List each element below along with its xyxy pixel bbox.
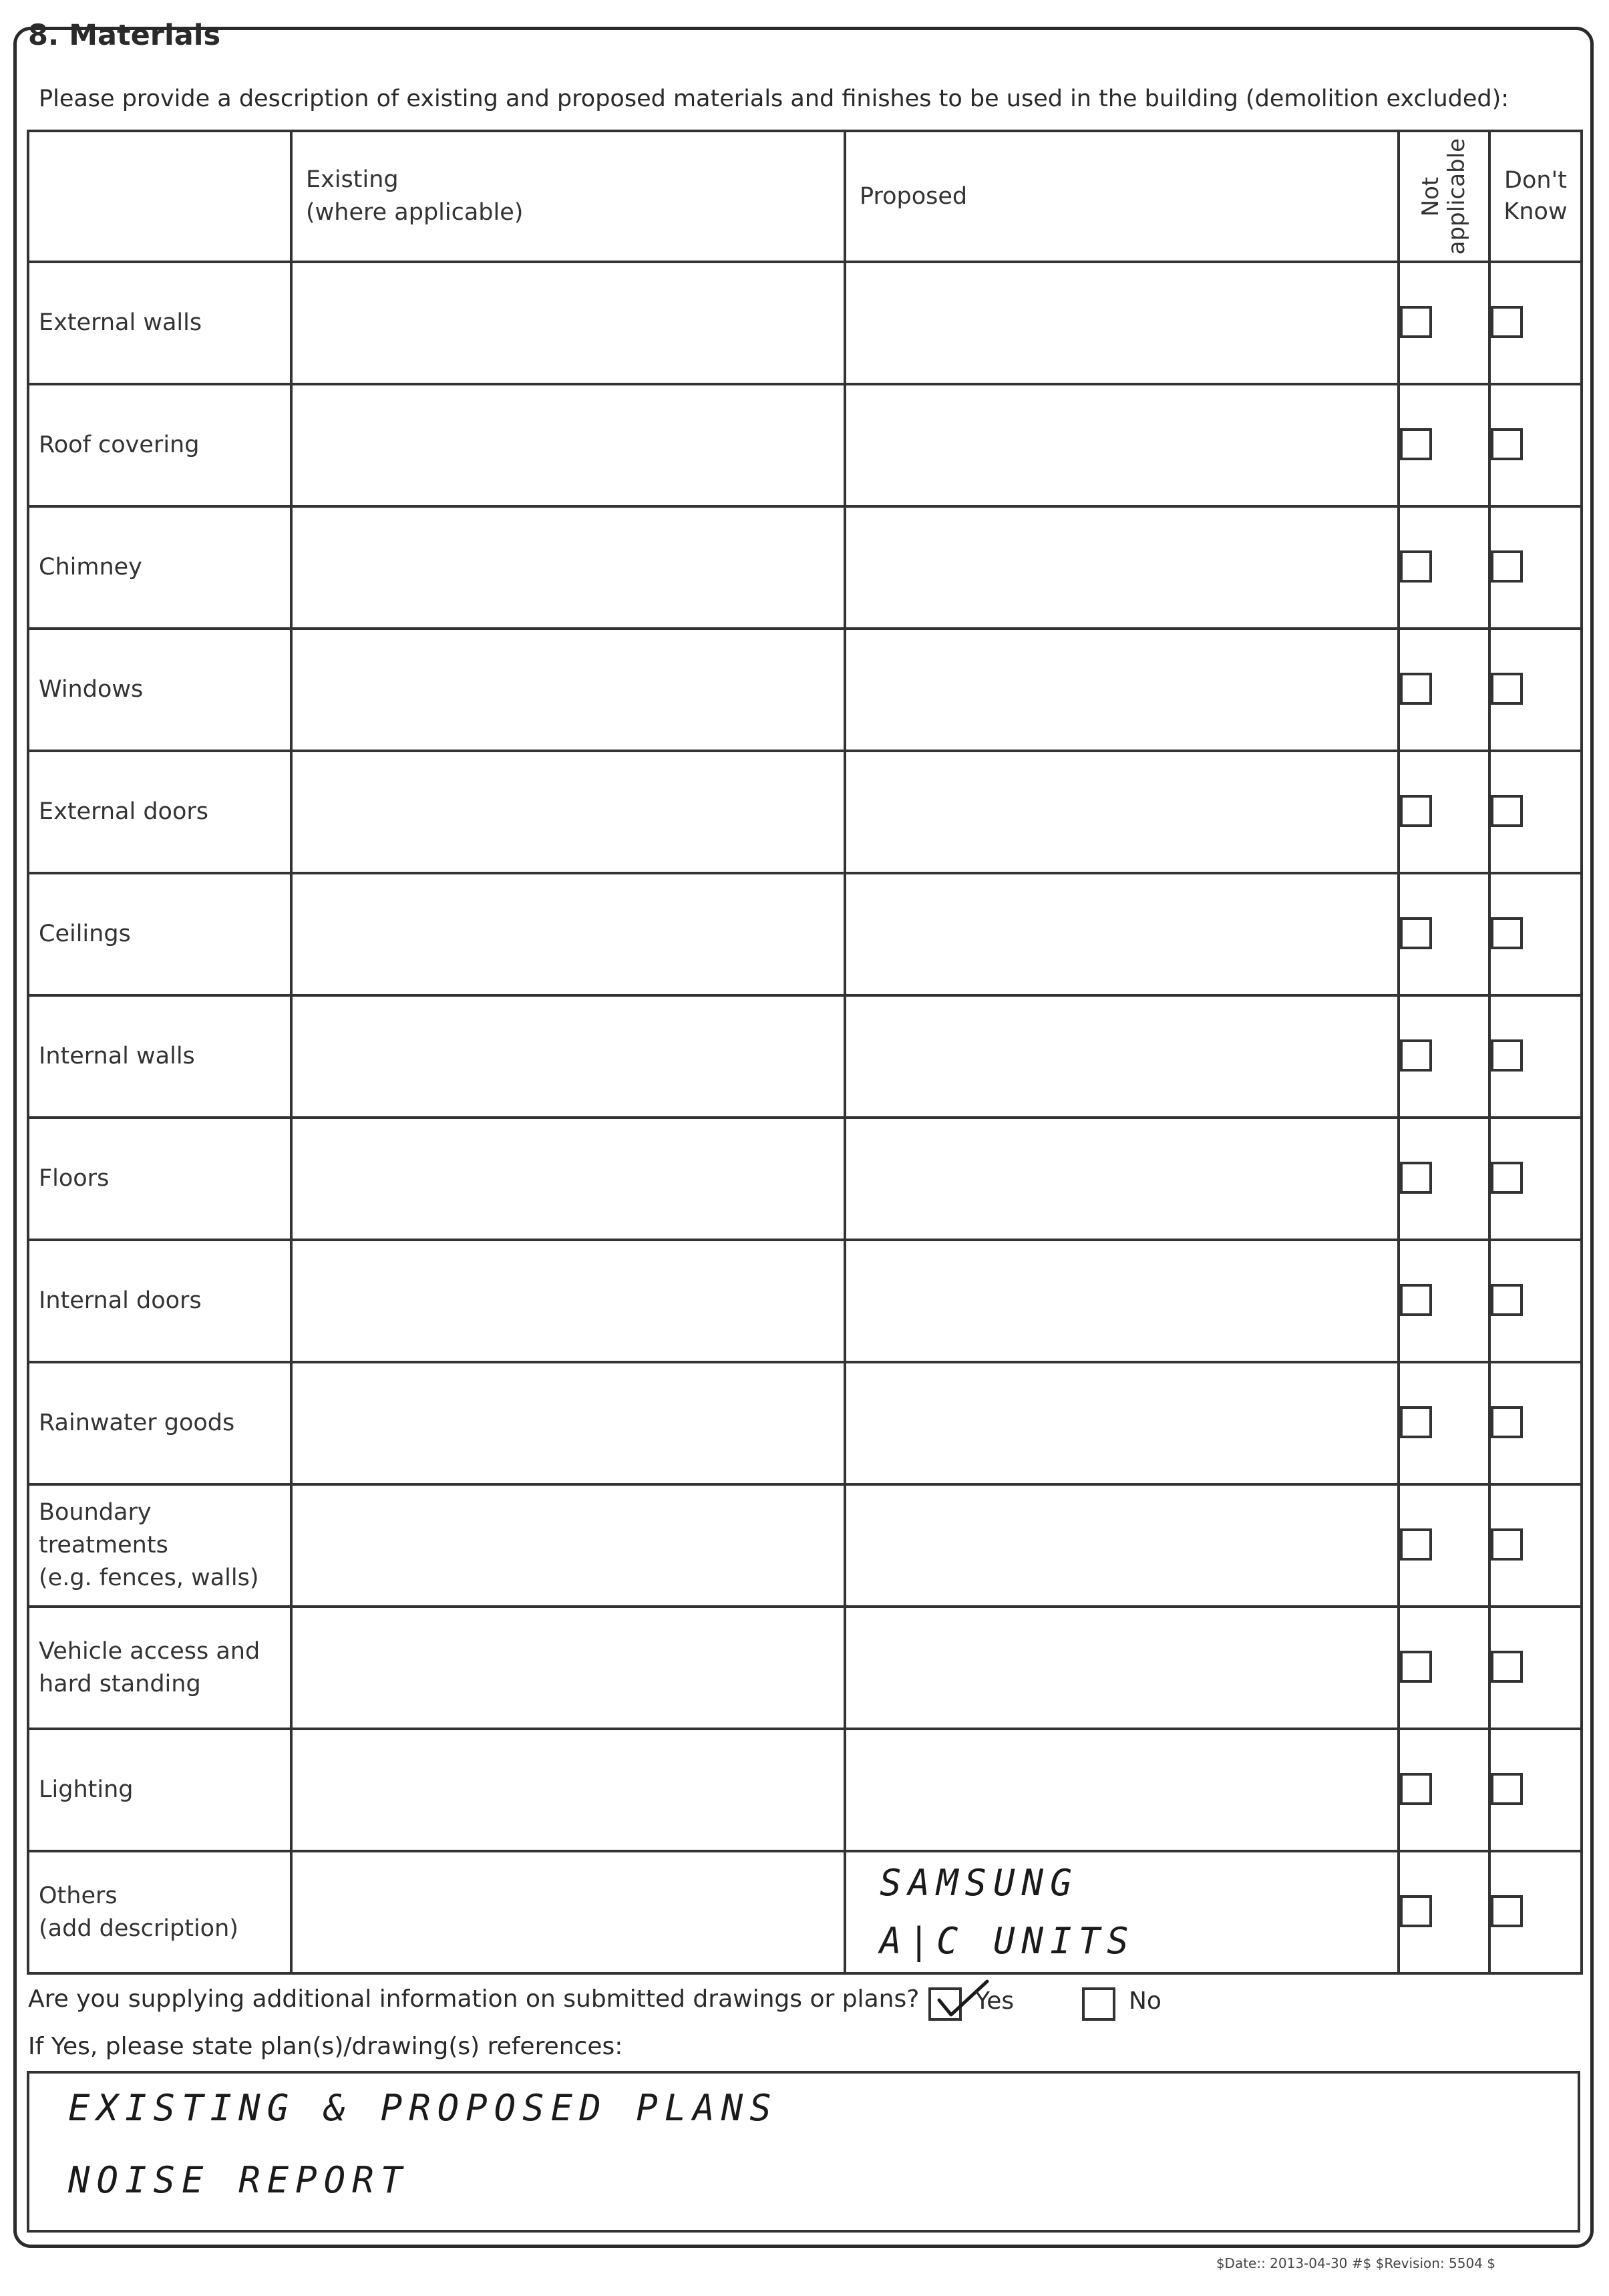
proposed-handwriting-line2: A|C UNITS: [880, 1919, 1135, 1962]
dont-know-checkbox-cell: [1489, 629, 1582, 751]
existing-input-cell[interactable]: [291, 1362, 845, 1484]
header-not-applicable: [1399, 131, 1489, 262]
not-applicable-checkbox[interactable]: [1400, 428, 1432, 460]
table-row: [28, 1240, 1582, 1362]
row-label-line2: (e.g. fences, walls): [39, 1565, 259, 1591]
row-label-line2: (add description): [39, 1915, 238, 1942]
row-label-cell: [28, 751, 291, 873]
row-label-line1: External doors: [39, 798, 209, 825]
not-applicable-checkbox-cell: [1399, 1607, 1489, 1729]
not-applicable-checkbox-cell: [1399, 1484, 1489, 1607]
dont-know-checkbox[interactable]: [1491, 1895, 1523, 1927]
dont-know-checkbox-cell: [1489, 384, 1582, 506]
proposed-handwriting-line1: SAMSUNG: [880, 1862, 1079, 1905]
row-label-cell: [28, 1607, 291, 1729]
not-applicable-checkbox-cell: [1399, 995, 1489, 1118]
not-applicable-checkbox-cell: [1399, 1851, 1489, 1973]
table-row: [28, 262, 1582, 384]
table-row: [28, 995, 1582, 1118]
not-applicable-checkbox-cell: [1399, 1729, 1489, 1851]
not-applicable-checkbox-cell: [1399, 1240, 1489, 1362]
row-label-cell: [28, 384, 291, 506]
row-label-cell: [28, 1362, 291, 1484]
dont-know-checkbox[interactable]: [1491, 1039, 1523, 1072]
proposed-input-cell[interactable]: [845, 873, 1399, 995]
row-label-line1: Windows: [39, 676, 144, 703]
header-not-applicable-line1: Not: [1417, 176, 1444, 216]
existing-input-cell[interactable]: [291, 262, 845, 384]
existing-input-cell[interactable]: [291, 1851, 845, 1973]
not-applicable-checkbox[interactable]: [1400, 1651, 1432, 1683]
not-applicable-checkbox[interactable]: [1400, 795, 1432, 827]
table-row: [28, 873, 1582, 995]
header-existing-line1: Existing: [306, 166, 399, 193]
proposed-input-cell[interactable]: [845, 995, 1399, 1118]
dont-know-checkbox[interactable]: [1491, 795, 1523, 827]
table-row: [28, 384, 1582, 506]
row-label-cell: [28, 262, 291, 384]
header-dont-know-line2: Know: [1503, 198, 1568, 225]
refs-input-box[interactable]: [27, 2071, 1580, 2233]
not-applicable-checkbox-cell: [1399, 506, 1489, 629]
existing-input-cell[interactable]: [291, 629, 845, 751]
dont-know-checkbox-cell: [1489, 1240, 1582, 1362]
existing-input-cell[interactable]: [291, 506, 845, 629]
not-applicable-checkbox[interactable]: [1400, 550, 1432, 583]
row-label-line1: Others: [39, 1882, 118, 1909]
dont-know-checkbox[interactable]: [1491, 1773, 1523, 1805]
header-dont-know-line1: Don't: [1504, 166, 1567, 194]
row-label-cell: [28, 506, 291, 629]
dont-know-checkbox-cell: [1489, 1118, 1582, 1240]
not-applicable-checkbox-cell: [1399, 262, 1489, 384]
not-applicable-checkbox[interactable]: [1400, 1406, 1432, 1438]
no-label: No: [1129, 1987, 1161, 2015]
dont-know-checkbox-cell: [1489, 1851, 1582, 1973]
existing-input-cell[interactable]: [291, 995, 845, 1118]
dont-know-checkbox[interactable]: [1491, 428, 1523, 460]
row-label-line1: Boundary treatments: [39, 1499, 168, 1559]
section-title: 8. Materials: [28, 19, 221, 52]
header-proposed-label: Proposed: [860, 182, 968, 210]
table-row: [28, 506, 1582, 629]
dont-know-checkbox-cell: [1489, 1607, 1582, 1729]
header-not-applicable-line2: applicable: [1443, 138, 1470, 255]
dont-know-checkbox-cell: [1489, 1362, 1582, 1484]
proposed-input-cell[interactable]: [845, 1362, 1399, 1484]
row-label-cell: [28, 873, 291, 995]
dont-know-checkbox-cell: [1489, 1729, 1582, 1851]
dont-know-checkbox[interactable]: [1491, 1651, 1523, 1683]
row-label-line1: Internal walls: [39, 1043, 195, 1070]
dont-know-checkbox[interactable]: [1491, 550, 1523, 583]
row-label-line1: External walls: [39, 309, 202, 336]
existing-input-cell[interactable]: [291, 873, 845, 995]
row-label-cell: [28, 1851, 291, 1973]
proposed-input-cell[interactable]: [845, 629, 1399, 751]
dont-know-checkbox[interactable]: [1491, 306, 1523, 338]
existing-input-cell[interactable]: [291, 751, 845, 873]
row-label-cell: [28, 995, 291, 1118]
row-label-cell: [28, 1484, 291, 1607]
existing-input-cell[interactable]: [291, 1240, 845, 1362]
dont-know-checkbox-cell: [1489, 262, 1582, 384]
row-label-line1: Vehicle access and: [39, 1637, 260, 1665]
table-row: [28, 1362, 1582, 1484]
proposed-input-cell[interactable]: [845, 1484, 1399, 1607]
row-label-line2: hard standing: [39, 1670, 201, 1697]
refs-line-2: NOISE REPORT: [68, 2159, 409, 2201]
existing-input-cell[interactable]: [291, 1484, 845, 1607]
no-checkbox[interactable]: [1082, 1987, 1115, 2021]
not-applicable-checkbox[interactable]: [1400, 1773, 1432, 1805]
proposed-input-cell[interactable]: [845, 384, 1399, 506]
revision-footer: $Date:: 2013-04-30 #$ $Revision: 5504 $: [1216, 2255, 1495, 2271]
table-row: [28, 1118, 1582, 1240]
dont-know-checkbox-cell: [1489, 1484, 1582, 1607]
header-proposed: [845, 131, 1399, 262]
table-header-row: [28, 131, 1582, 262]
row-label-cell: [28, 629, 291, 751]
row-label-line1: Roof covering: [39, 432, 200, 458]
not-applicable-checkbox[interactable]: [1400, 1162, 1432, 1194]
table-row: [28, 1607, 1582, 1729]
row-label-line1: Ceilings: [39, 921, 131, 947]
header-empty-cell: [28, 131, 291, 262]
dont-know-checkbox[interactable]: [1491, 917, 1523, 949]
not-applicable-checkbox-cell: [1399, 384, 1489, 506]
row-label-cell: [28, 1240, 291, 1362]
not-applicable-checkbox[interactable]: [1400, 917, 1432, 949]
table-row: [28, 1484, 1582, 1607]
header-existing-line2: (where applicable): [306, 199, 524, 226]
dont-know-checkbox-cell: [1489, 995, 1582, 1118]
proposed-input-cell[interactable]: [845, 751, 1399, 873]
refs-label: If Yes, please state plan(s)/drawing(s) references:: [28, 2033, 623, 2060]
table-row: [28, 629, 1582, 751]
header-dont-know: [1489, 131, 1582, 262]
row-label-line1: Floors: [39, 1165, 110, 1192]
dont-know-checkbox[interactable]: [1491, 1528, 1523, 1561]
dont-know-checkbox-cell: [1489, 751, 1582, 873]
not-applicable-checkbox-cell: [1399, 1362, 1489, 1484]
proposed-input-cell[interactable]: [845, 506, 1399, 629]
existing-input-cell[interactable]: [291, 384, 845, 506]
header-existing: [291, 131, 845, 262]
row-label-cell: [28, 1118, 291, 1240]
not-applicable-checkbox-cell: [1399, 1118, 1489, 1240]
table-row: [28, 751, 1582, 873]
proposed-input-cell[interactable]: [845, 262, 1399, 384]
proposed-input-cell[interactable]: [845, 1118, 1399, 1240]
existing-input-cell[interactable]: [291, 1118, 845, 1240]
dont-know-checkbox[interactable]: [1491, 1162, 1523, 1194]
intro-text: Please provide a description of existing and proposed materials and finishes to be used in the building (demolition excluded):: [39, 86, 1509, 112]
proposed-input-cell[interactable]: [845, 1240, 1399, 1362]
not-applicable-checkbox[interactable]: [1400, 1284, 1432, 1316]
not-applicable-checkbox-cell: [1399, 629, 1489, 751]
existing-input-cell[interactable]: [291, 1729, 845, 1851]
proposed-input-cell[interactable]: [845, 1729, 1399, 1851]
row-label-line1: Chimney: [39, 554, 142, 581]
not-applicable-checkbox[interactable]: [1400, 673, 1432, 705]
dont-know-checkbox[interactable]: [1491, 673, 1523, 705]
dont-know-checkbox[interactable]: [1491, 1284, 1523, 1316]
proposed-input-cell[interactable]: [845, 1607, 1399, 1729]
row-label-line1: Rainwater goods: [39, 1410, 235, 1436]
not-applicable-checkbox[interactable]: [1400, 1895, 1432, 1927]
dont-know-checkbox[interactable]: [1491, 1406, 1523, 1438]
additional-info-question: Are you supplying additional information on submitted drawings or plans?: [28, 1985, 920, 2013]
dont-know-checkbox-cell: [1489, 506, 1582, 629]
not-applicable-checkbox-cell: [1399, 751, 1489, 873]
existing-input-cell[interactable]: [291, 1607, 845, 1729]
row-label-cell: [28, 1729, 291, 1851]
row-label-line1: Internal doors: [39, 1287, 202, 1314]
dont-know-checkbox-cell: [1489, 873, 1582, 995]
not-applicable-checkbox[interactable]: [1400, 306, 1432, 338]
not-applicable-checkbox[interactable]: [1400, 1039, 1432, 1072]
row-label-line1: Lighting: [39, 1776, 134, 1803]
proposed-input-cell[interactable]: [845, 1851, 1399, 1973]
not-applicable-checkbox[interactable]: [1400, 1528, 1432, 1561]
refs-line-1: EXISTING & PROPOSED PLANS: [68, 2087, 778, 2129]
table-row: [28, 1851, 1582, 1973]
yes-label: Yes: [975, 1987, 1015, 2015]
materials-table: [27, 130, 1583, 1975]
table-row: [28, 1729, 1582, 1851]
not-applicable-checkbox-cell: [1399, 873, 1489, 995]
